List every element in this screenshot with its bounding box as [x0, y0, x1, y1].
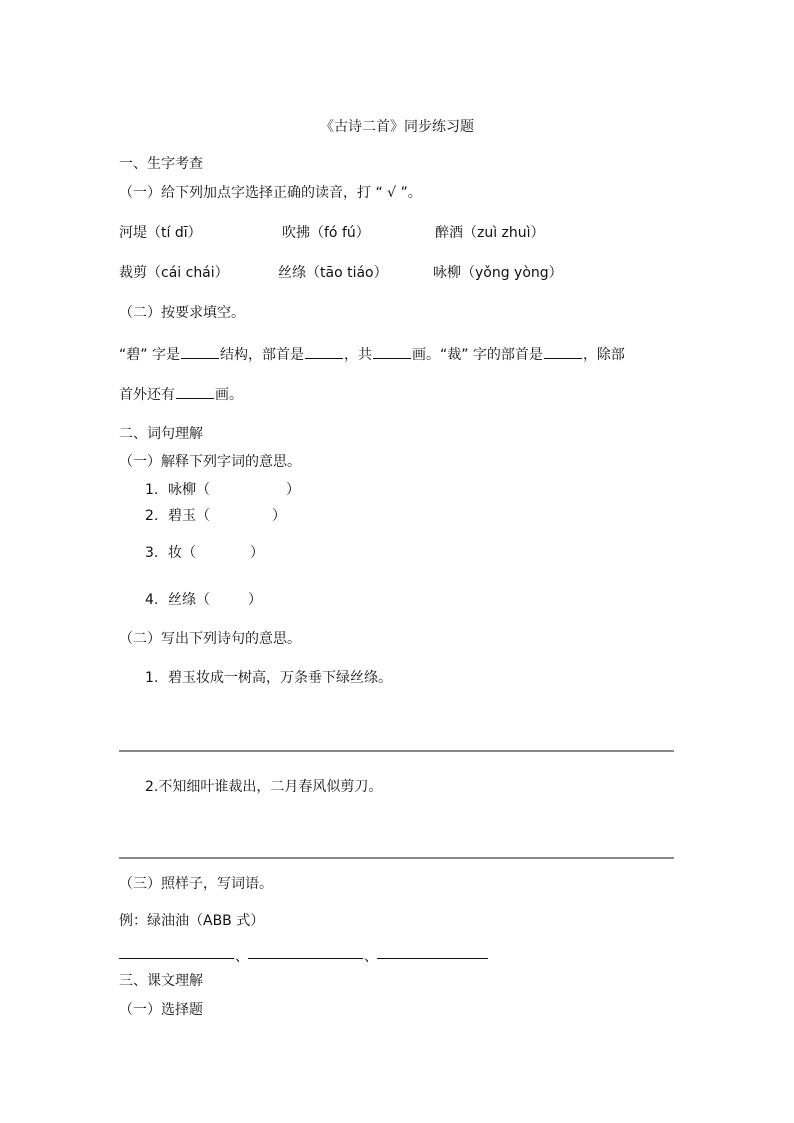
answer-blank[interactable] — [119, 958, 234, 959]
answer-blank[interactable] — [305, 344, 343, 359]
list-item: 碧玉妆成一树高，万条垂下绿丝绦。 — [168, 670, 392, 686]
answer-blank[interactable] — [373, 344, 411, 359]
answer-blank[interactable] — [176, 384, 214, 399]
answer-line[interactable] — [119, 857, 674, 859]
separator: 、 — [235, 949, 249, 965]
question-2-1-label: （一）解释下列字词的意思。 — [119, 454, 301, 470]
answer-blank[interactable] — [377, 958, 488, 959]
example-text: 例：绿油油（ABB 式） — [119, 913, 265, 929]
list-item: 1. — [145, 482, 159, 498]
pinyin-item: 咏柳（yǒng yòng） — [433, 265, 563, 281]
answer-blank[interactable] — [544, 344, 582, 359]
list-item: 妆（ ） — [168, 545, 264, 561]
pinyin-item: 丝绦（tāo tiáo） — [278, 265, 388, 281]
question-1-2-label: （二）按要求填空。 — [119, 305, 245, 321]
list-item: 丝绦（ ） — [168, 592, 262, 608]
list-item: 碧玉（ ） — [168, 508, 286, 524]
answer-line[interactable] — [119, 750, 674, 752]
list-item: 咏柳（ ） — [168, 482, 300, 498]
list-item: 3. — [145, 545, 159, 561]
list-item: 2.不知细叶谁裁出，二月春风似剪刀。 — [145, 779, 383, 795]
question-2-3-label: （三）照样子，写词语。 — [119, 876, 273, 892]
answer-blank[interactable] — [248, 958, 363, 959]
question-3-1-label: （一）选择题 — [119, 1002, 203, 1018]
list-item: 2. — [145, 508, 159, 524]
section-1-heading: 一、生字考查 — [119, 156, 203, 172]
pinyin-item: 河堤（tí dī） — [119, 225, 202, 241]
section-3-heading: 三、课文理解 — [119, 973, 203, 989]
answer-blank[interactable] — [181, 344, 219, 359]
pinyin-item: 醉酒（zuì zhuì） — [435, 225, 545, 241]
page-title: 《古诗二首》同步练习题 — [320, 119, 474, 135]
list-item: 1. — [145, 670, 159, 686]
pinyin-item: 裁剪（cái chái） — [119, 265, 229, 281]
pinyin-item: 吹拂（fó fú） — [282, 225, 370, 241]
section-2-heading: 二、词句理解 — [119, 426, 203, 442]
list-item: 4. — [145, 592, 159, 608]
separator: 、 — [364, 949, 378, 965]
question-2-2-label: （二）写出下列诗句的意思。 — [119, 631, 301, 647]
fill-blank-line-2: 首外还有 画。 — [119, 384, 243, 404]
fill-blank-line-1: “碧” 字是 结构，部首是 ，共 画。“裁” 字的部首是 ，除部 — [119, 344, 625, 364]
question-1-1-label: （一）给下列加点字选择正确的读音，打 “ √ ”。 — [119, 185, 422, 201]
